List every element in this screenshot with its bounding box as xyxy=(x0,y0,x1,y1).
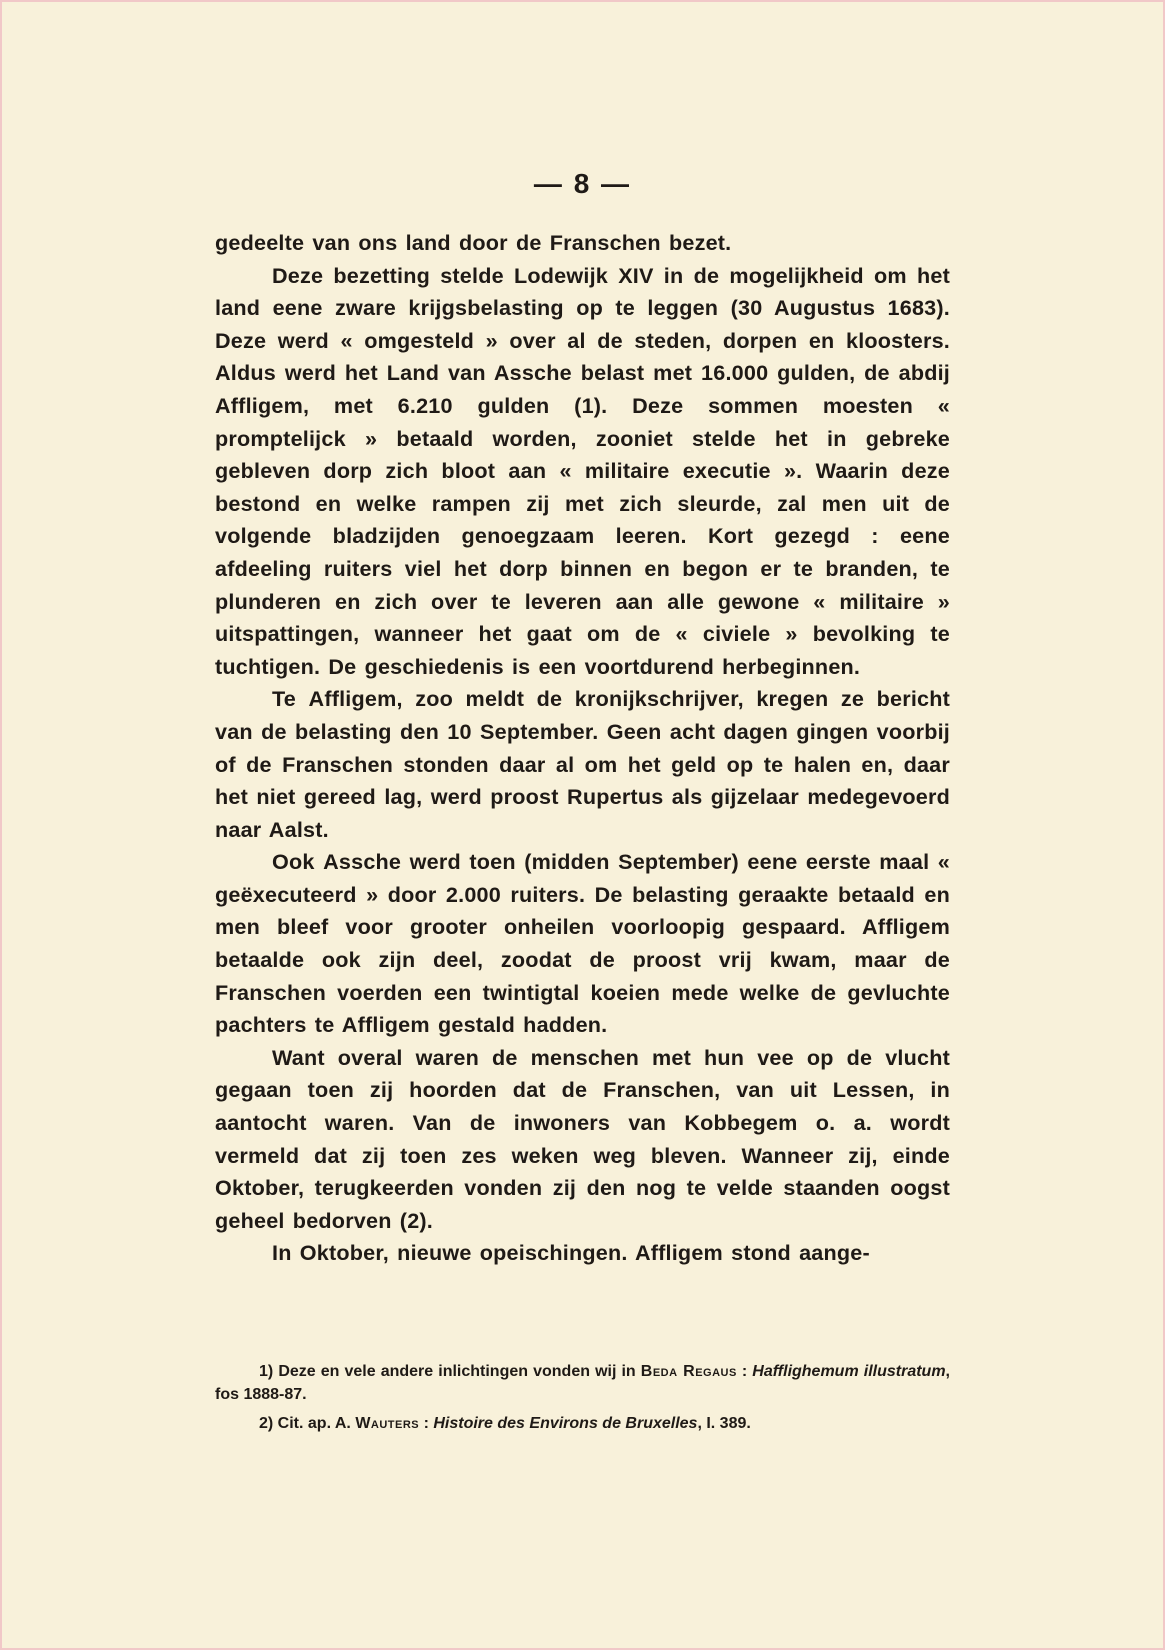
paragraph-text: werd toen (midden September) eene eerste maal « geëxecuteerd » door 2.000 ruiters. De belasting geraakte betaald en men bleef voor grooter onheilen voorloopig gespaard. Affligem betaalde ook zijn deel, zoodat de proost vrij kwam, maar de Franschen voerden een twintigtal koeien mede welke de gevluchte pachters te Affligem gestald hadden. xyxy=(215,849,950,1038)
paragraph-text: Ook xyxy=(272,849,324,875)
paragraph-text: In Oktober, nieuwe opeischingen. Affligem stond aange- xyxy=(272,1240,870,1266)
paragraph xyxy=(215,683,950,846)
paragraph-text: gedeelte van ons land door de Franschen bezet. xyxy=(215,230,732,255)
footnote-number: 2) xyxy=(259,1415,278,1432)
paragraph-text: o. a. wordt vermeld dat zij toen zes weken weg bleven. Wanneer zij, einde Oktober, terugkeerden vonden zij den nog te velde staanden oogst geheel bedorven (2). xyxy=(215,1110,950,1233)
paragraph xyxy=(215,1237,950,1270)
footnote-work-title: Hafflighemum illustratum xyxy=(752,1363,946,1380)
main-text xyxy=(215,227,950,1270)
paragraph xyxy=(215,846,950,1042)
footnote-detail: , fos 1888-87. xyxy=(215,1363,950,1403)
footnote-author: Wauters xyxy=(355,1415,420,1432)
footnote-detail: , I. 389. xyxy=(697,1415,751,1432)
footnote-separator: : xyxy=(736,1363,753,1380)
footnote-lead: Deze en vele andere inlichtingen vonden wij in xyxy=(278,1363,641,1380)
paragraph-text: Te xyxy=(272,686,309,712)
footnote-author: Beda Regaus xyxy=(640,1363,737,1380)
footnote-separator: : xyxy=(419,1415,434,1432)
place-name: Assche xyxy=(323,849,402,875)
page-number: — 8 — xyxy=(533,168,632,199)
paragraph-text: , zoo meldt de kronijkschrijver, kregen ze bericht van de belasting den 10 September. Geen acht dagen gingen voorbij of de Franschen stonden daar al om het geld op te halen en, daar het niet gereed lag, werd proost Rupertus als gijzelaar medegevoerd naar Aalst. xyxy=(215,686,951,842)
place-name: Kobbegem xyxy=(684,1110,798,1136)
place-name: Affligem xyxy=(308,686,397,712)
document-page xyxy=(2,2,1163,1648)
paragraph-text: Want overal waren de menschen met hun vee op de vlucht gegaan toen zij hoorden dat de Franschen, van uit Lessen, in aantocht waren. Van de inwoners van xyxy=(215,1044,950,1136)
paragraph xyxy=(215,1042,950,1238)
footnote xyxy=(215,1360,950,1406)
footnote-work-title: Histoire des Environs de Bruxelles xyxy=(433,1415,698,1432)
footnote xyxy=(215,1412,950,1435)
footnote-lead: Cit. ap. A. xyxy=(277,1415,356,1432)
paragraph xyxy=(215,227,950,260)
paragraph xyxy=(215,260,950,684)
paragraph-text: Deze bezetting stelde Lodewijk XIV in de mogelijkheid om het land eene zware krijgsbelasting op te leggen (30 Augustus 1683). Deze werd « omgesteld » over al de steden, dorpen en kloosters. Aldus werd het Land van Assche belast met 16.000 gulden, de abdij Affligem, met 6.210 gulden (1). Deze sommen moesten « promptelijck » betaald worden, zooniet stelde het in gebreke gebleven dorp zich bloot aan « militaire executie ». Waarin deze bestond en welke rampen zij met zich sleurde, zal men uit de volgende bladzijden genoegzaam leeren. Kort gezegd : eene afdeeling ruiters viel het dorp binnen en begon er te branden, te plunderen en zich over te leveren aan alle gewone « militaire » uitspattingen, wanneer het gaat om de « civiele » bevolking te tuchtigen. De geschiedenis is een voortdurend herbeginnen. xyxy=(215,262,950,679)
footnote-number: 1) xyxy=(259,1363,279,1380)
footnotes xyxy=(215,1360,950,1441)
